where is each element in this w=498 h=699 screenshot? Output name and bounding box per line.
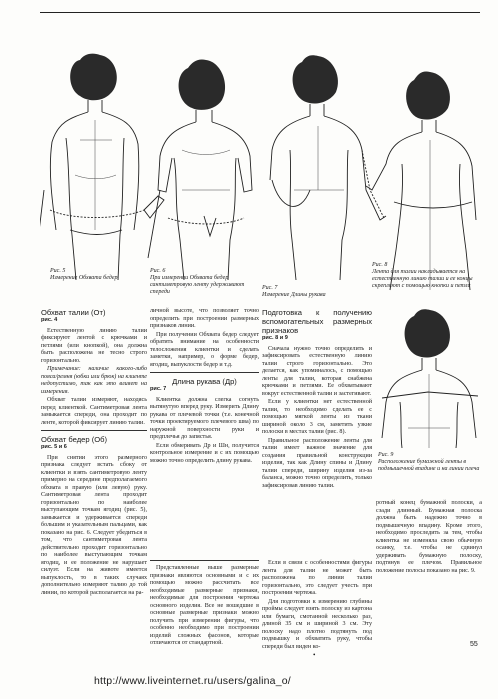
paragraph: ротный конец бумажной полоски, а сзади длинный. Бумажная полоска должна быть надежно точно в подмышечную впадину. Кроме этого, необходимо проследить за тем, чтобы клиентка не изменяла свою обычную осанку, т.е. чтобы не сдвинул удерживать бумажную полоску, подтянув ее плечом. Правильное положение полосы показано на рис. 9.: [376, 500, 482, 574]
caption-fig7: Рис. 7 Измерение Длины рукава: [262, 285, 326, 298]
page-number: 55: [470, 641, 478, 648]
paragraph-note: Примечание: наличие какого-либо пояса/ремня (юбки или брюк) на клиенте недопустимо, так как это влияет на измерения.: [41, 366, 147, 395]
ref-fig4: рис. 4: [41, 317, 58, 323]
figure-7-drawing: [270, 55, 386, 280]
figure-illustrations: [40, 40, 480, 300]
paragraph: При снятии этого размерного признака следует встать сбоку от клиентки и взять сантиметровую ленту примерно на середине предполагаемого обхвата в правую (или левую) руку. Сантиметровая лента проходит горизонтально по наиболее выступающим точкам ягодиц (рис. 5), замыкается и удерживается спереди большим и указательным пальцами, как показано на рис. 6. Следует убедиться в том, что сантиметровая лента действительно проходит горизонтально по наиболее выступающим точкам ягодиц, и ее положение не нарушает силуэт. Если на животе имеется выпуклость, то в таких случаях дополнительно измеряют талию до той линии, по которой располагается на ра-: [41, 454, 147, 596]
ref-fig5-6: рис. 5 и 6: [41, 444, 67, 450]
column-2: [150, 308, 259, 466]
paragraph: Правильное расположение ленты для талии имеет важное значение для создания правильной конструкции изделия, так как Длину спины и Длину талии спереди, ширину изделия из-за баланса, можно точно определить, только зафиксировав линию талии.: [262, 437, 372, 489]
divider: [150, 560, 259, 561]
paragraph: Сначала нужно точно определить и зафиксировать естественную линию талии строго горизонтально. Это делается, как упоминалось, с помощью ленты для талии, которая снабжена крючками и петлями. Ее обхватывают вокруг естественной талии и застегивают.: [262, 345, 372, 397]
paragraph: При получении Обхвата бедер следует обратить внимание на особенности телосложения клиентки и сделать заметки, например, о форме бедер, ягодиц, выпуклости бедер и т.д.: [150, 331, 259, 368]
column-3: [262, 308, 372, 491]
paragraph: Клиентка должна слегка согнуть вытянутую вперед руку. Измерить Длину рукава от плечевой точки (т.е. конечной точки проектируемого плечевого шва) по наружной поверхности руки и предплечья до запястья.: [150, 396, 259, 440]
column-2-bottom: [150, 560, 259, 649]
paragraph: Обхват талии измеряют, находясь перед клиенткой. Сантиметровая лента замыкается спереди, она проходит по ленте, которой фиксирует линию талии.: [41, 397, 147, 426]
caption-fig8: Рис. 8 Лента для талии накладывается на естественную линию талии и ее концы скрепляют с помощью кнопки и петли: [372, 262, 473, 289]
footer-mark: •: [313, 651, 316, 659]
figure-9-drawing: [378, 308, 482, 448]
figure-6-drawing: [148, 59, 252, 280]
heading-sleeve: Длина рукава (Др): [172, 377, 237, 386]
paragraph: Если обмеривать Др и Шн, получится контрольное измерение и с их помощью можно точно определить длину рукава.: [150, 442, 259, 464]
heading-hips: Обхват бедер (Об): [41, 435, 108, 444]
paragraph: Если у клиентки нет естественной талии, то необходимо сделать ее с помощью мягкой ленты из ткани шириной около 3 см, заметить узкие полоски в местах талии (рис. 8).: [262, 399, 372, 435]
figure-5-drawing: [40, 54, 164, 280]
paragraph: Представленные выше размерные признаки являются основными и с их помощью можно рассчитать все необходимые размерные признаки, необходимые для построения чертежа основного изделия. Все не вошедшие в основные размерные признаки можно получить при измерении фигуры, что особенно необходимо при построении изделий сложных фасонов, которые отличаются от стандартной.: [150, 565, 259, 646]
paragraph: личной высоте, что позволяет точно определить при построении размерных признаков линии.: [150, 308, 259, 329]
caption-fig5: Рис. 5 Измерение Обхвата бедер: [50, 268, 118, 281]
caption-fig9: Рис. 9 Расположение бумажной ленты в подмышечной впадине и на линии плеча: [378, 452, 480, 472]
ref-fig7: рис. 7: [150, 386, 167, 392]
header-rule: [40, 12, 480, 13]
column-1: [41, 308, 147, 598]
paragraph: Если в связи с особенностями фигуры лента для талии не может быть расположена по линии талии горизонтально, это следует учесть при построении чертежа.: [262, 560, 372, 596]
caption-fig6: Рис. 6 При измерении Обхвата бедер сантиметровую ленту удерживают спереди: [150, 268, 245, 295]
divider: [41, 430, 147, 431]
column-4: [376, 500, 482, 576]
paragraph: Естественную линию талии фиксируют лентой с крючками и петлями (или кнопкой), она должна быть расположена не тесно строго горизонтально.: [41, 327, 147, 364]
figure-8-drawing: [366, 71, 476, 290]
column-3-bottom: [262, 560, 372, 652]
ref-fig8-9: рис. 8 и 9: [262, 335, 288, 341]
heading-waist: Обхват талии (От): [41, 308, 106, 317]
source-url: http://www.liveinternet.ru/users/galina_o/: [94, 675, 291, 687]
heading-prep: Подготовка к получению вспомогательных размерных признаков: [262, 308, 372, 335]
divider: [150, 372, 259, 373]
paragraph: Для подготовки к измерению глубины проймы следует взять полоску из картона или бумаги, смотанной несколько раз, длиной 35 см и шириной 3 см. Эту полоску надо плотно подтянуть под подмышку и обхватить руку, чтобы спереди был виден ко-: [262, 598, 372, 650]
